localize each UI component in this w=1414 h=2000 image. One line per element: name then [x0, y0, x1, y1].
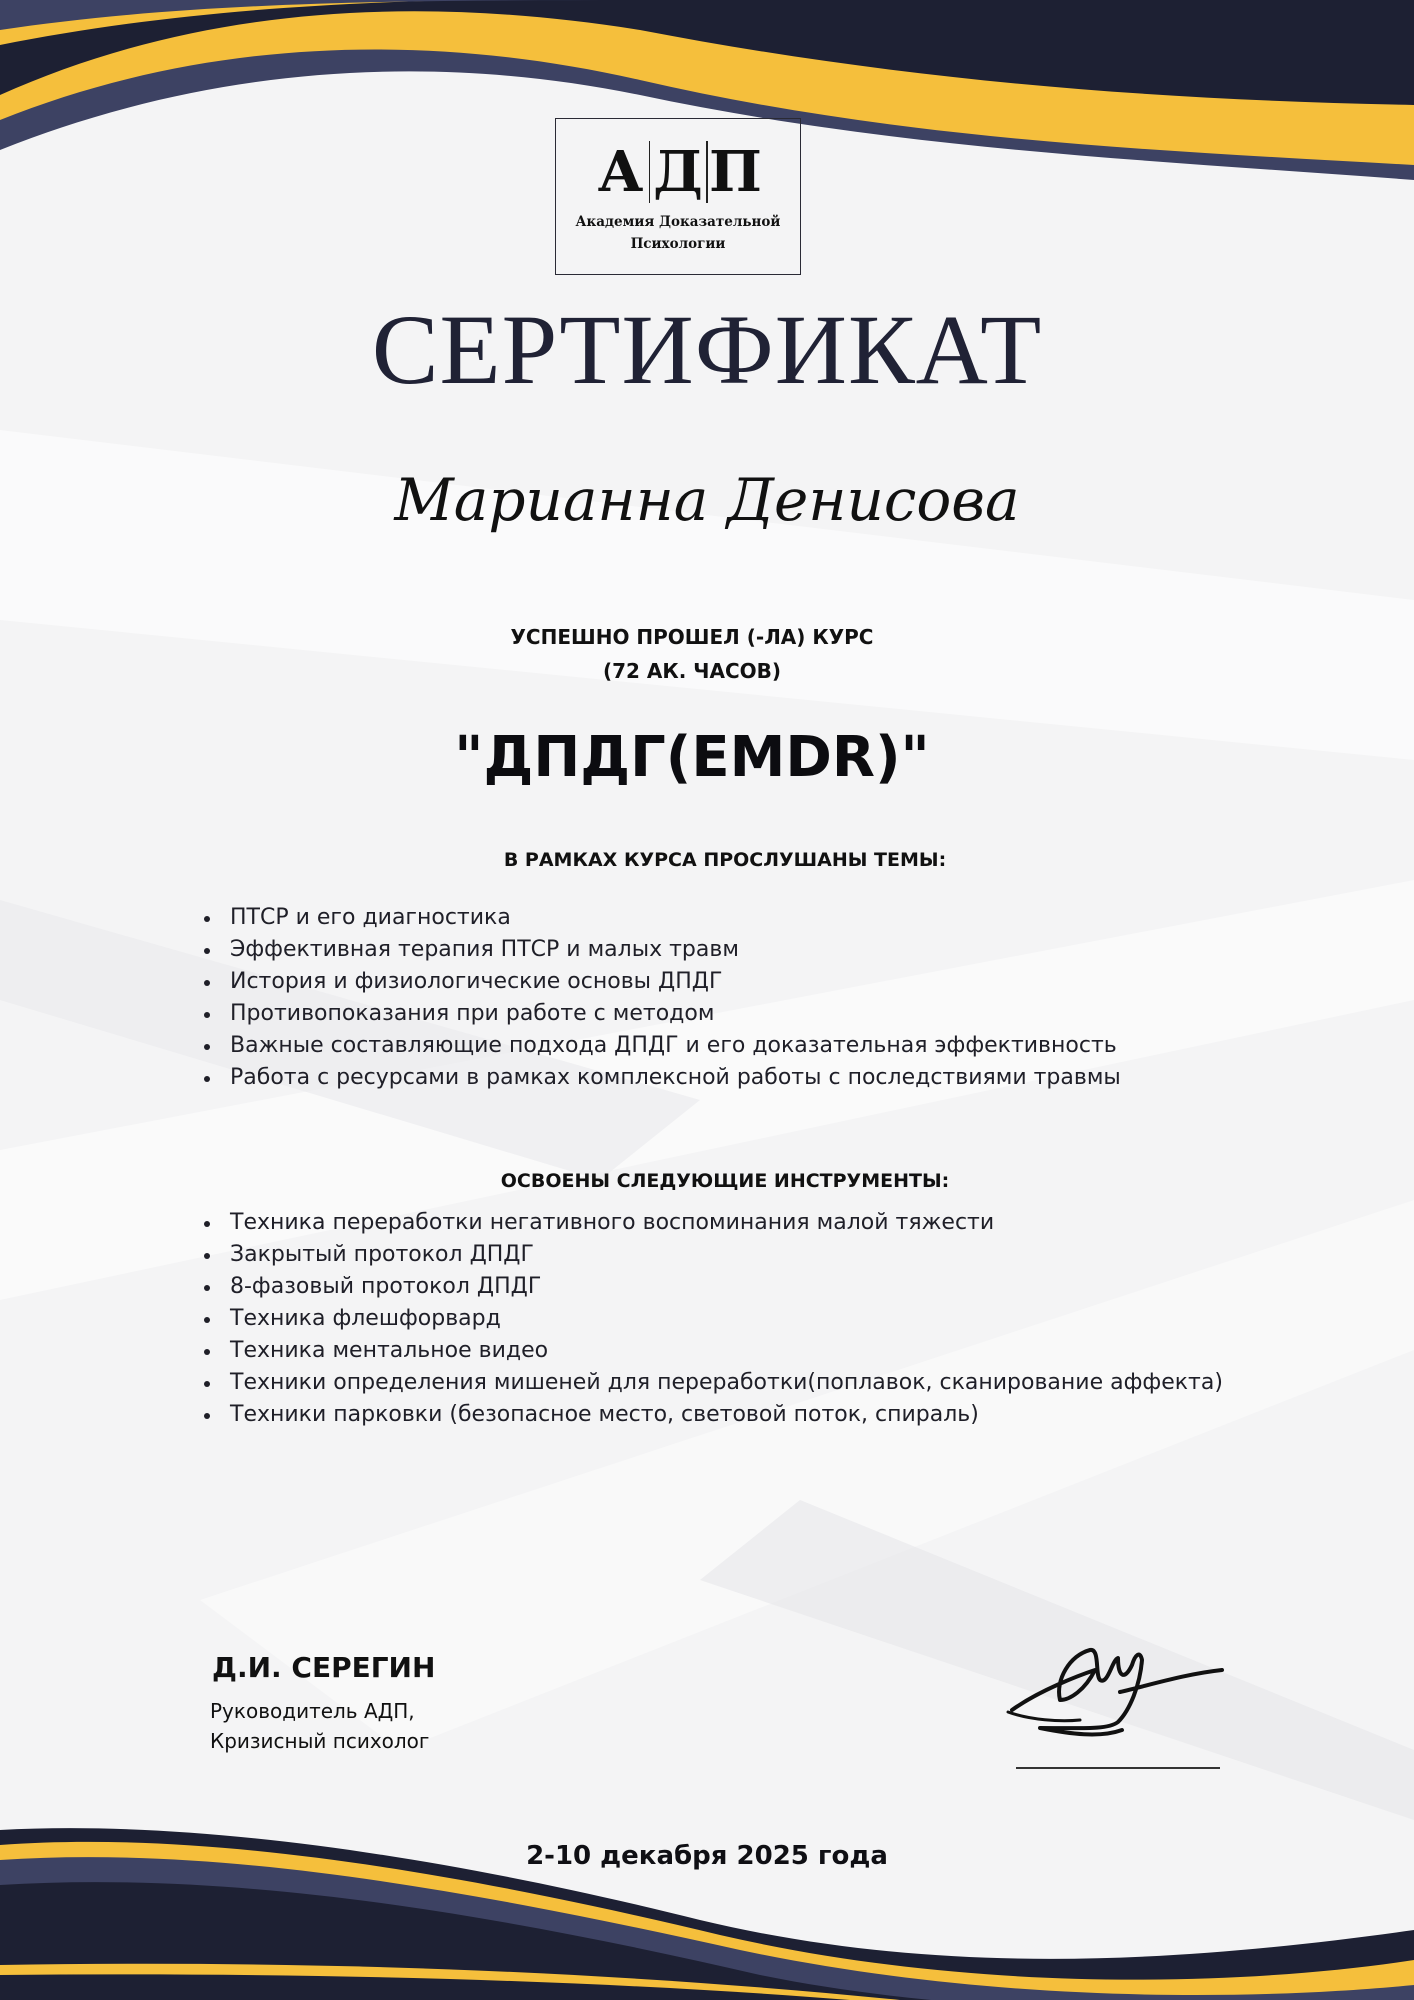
list-item: Техники парковки (безопасное место, световой поток, спираль) — [200, 1399, 1330, 1431]
recipient-name: Марианна Денисова — [394, 466, 1020, 534]
handwritten-signature — [1000, 1630, 1240, 1750]
list-item: Эффективная терапия ПТСР и малых травм — [200, 934, 1330, 966]
logo-caption-line-1: Академия Доказательной — [575, 214, 781, 230]
list-item: Важные составляющие подхода ДПДГ и его доказательная эффективность — [200, 1030, 1330, 1062]
signer-role — [210, 1696, 429, 1756]
signer-role-line-1: Руководитель АДП, — [210, 1699, 415, 1723]
list-item: История и физиологические основы ДПДГ — [200, 966, 1330, 998]
logo-caption-line-2: Психологии — [630, 236, 726, 252]
logo-letters — [556, 139, 800, 205]
course-dates: 2-10 декабря 2025 года — [526, 1841, 888, 1871]
tools-heading: ОСВОЕНЫ СЛЕДУЮЩИЕ ИНСТРУМЕНТЫ: — [500, 1170, 950, 1192]
topics-heading: В РАМКАХ КУРСА ПРОСЛУШАНЫ ТЕМЫ: — [503, 849, 947, 871]
list-item: Противопоказания при работе с методом — [200, 998, 1330, 1030]
list-item: Техники определения мишеней для переработки(поплавок, сканирование аффекта) — [200, 1367, 1330, 1399]
topics-list — [200, 902, 1330, 1094]
list-item: 8-фазовый протокол ДПДГ — [200, 1271, 1330, 1303]
course-name: "ДПДГ(EMDR)" — [454, 725, 930, 790]
completion-statement — [0, 620, 1384, 688]
list-item: Закрытый протокол ДПДГ — [200, 1239, 1330, 1271]
list-item: Работа с ресурсами в рамках комплексной работы с последствиями травмы — [200, 1062, 1330, 1094]
logo-caption — [556, 211, 800, 255]
logo-letter-p: П — [709, 139, 762, 205]
signer-role-line-2: Кризисный психолог — [210, 1729, 430, 1753]
logo-letter-a: А — [597, 139, 644, 205]
list-item: Техника флешфорвард — [200, 1303, 1330, 1335]
signature-line — [1016, 1767, 1220, 1769]
completion-line-1: УСПЕШНО ПРОШЕЛ (-ЛА) КУРС — [510, 625, 874, 649]
list-item: Техника переработки негативного воспоминания малой тяжести — [200, 1207, 1330, 1239]
academy-logo — [555, 118, 801, 275]
list-item: ПТСР и его диагностика — [200, 902, 1330, 934]
signer-name: Д.И. СЕРЕГИН — [212, 1651, 436, 1684]
list-item: Техника ментальное видео — [200, 1335, 1330, 1367]
completion-hours: (72 АК. ЧАСОВ) — [602, 659, 782, 683]
certificate-title: СЕРТИФИКАТ — [371, 294, 1043, 405]
logo-letter-d: Д — [653, 139, 703, 205]
tools-list — [200, 1207, 1330, 1431]
